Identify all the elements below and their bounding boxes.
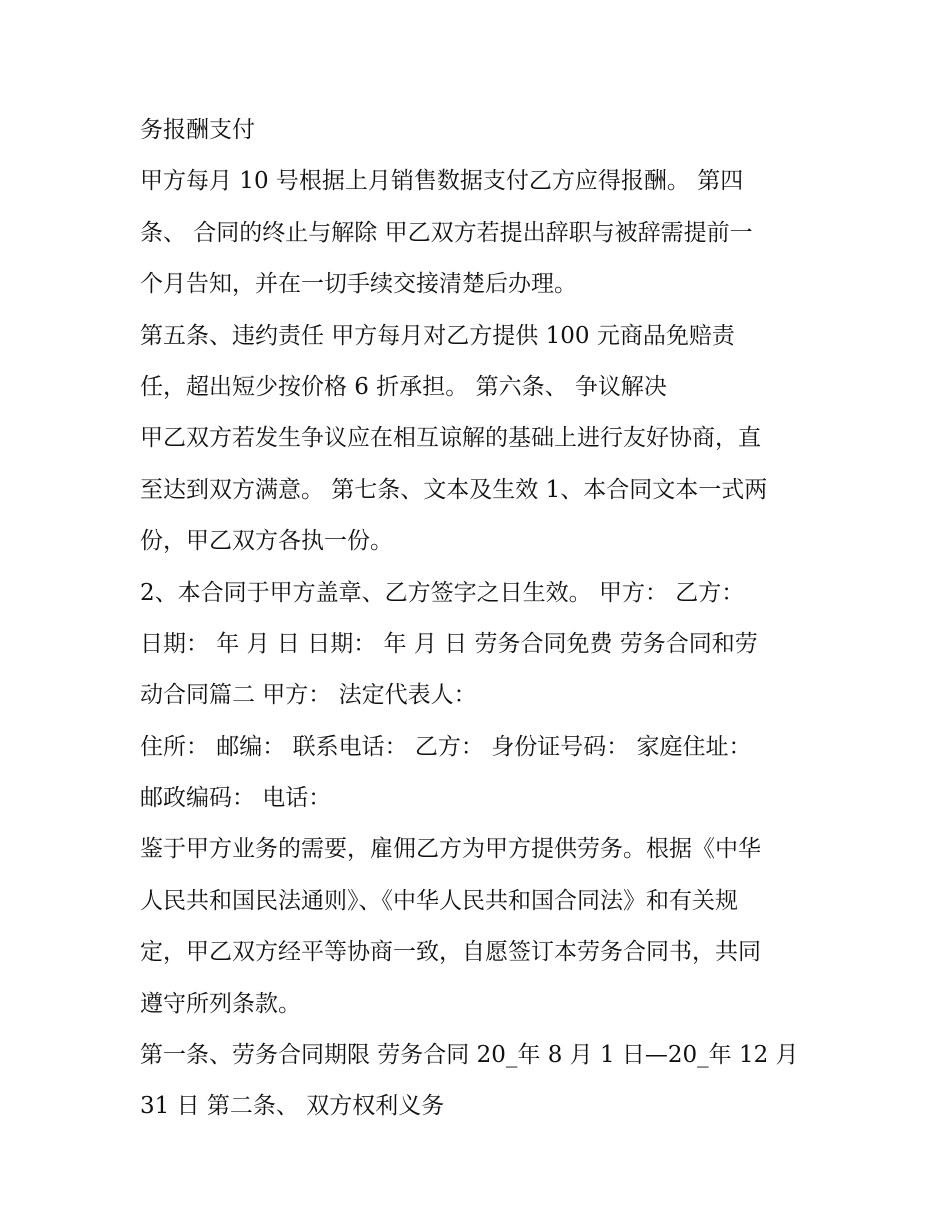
text-line: 至达到双方满意。 第七条、文本及生效 1、本合同文本一式两 <box>140 476 768 503</box>
text-line: 务报酬支付 <box>140 117 255 143</box>
text-line: 份，甲乙双方各执一份。 <box>140 528 393 555</box>
text-line: 遵守所列条款。 <box>140 990 301 1017</box>
text-line: 个月告知，并在一切手续交接清楚后办理。 <box>140 271 577 298</box>
text-line: 第五条、违约责任 甲方每月对乙方提供 100 元商品免赔责 <box>140 322 735 349</box>
text-line: 任，超出短少按价格 6 折承担。 第六条、 争议解决 <box>140 373 667 400</box>
text-line: 定，甲乙双方经平等协商一致，自愿签订本劳务合同书，共同 <box>140 939 761 966</box>
text-line: 甲方每月 10 号根据上月销售数据支付乙方应得报酬。 第四 <box>140 168 744 195</box>
text-line: 动合同篇二 甲方： 法定代表人： <box>140 682 477 709</box>
text-line: 第一条、劳务合同期限 劳务合同 20_年 8 月 1 日—20_年 12 月 <box>140 1042 799 1069</box>
text-line: 人民共和国民法通则》、《中华人民共和国合同法》和有关规 <box>140 887 738 914</box>
document-body <box>140 107 820 1135</box>
text-line: 2、本合同于甲方盖章、乙方签字之日生效。 甲方： 乙方： <box>140 579 745 606</box>
text-line: 条、 合同的终止与解除 甲乙双方若提出辞职与被辞需提前一 <box>140 219 753 246</box>
text-line: 31 日 第二条、 双方权利义务 <box>140 1093 445 1120</box>
text-line: 邮政编码： 电话： <box>140 785 332 812</box>
text-line: 甲乙双方若发生争议应在相互谅解的基础上进行友好协商，直 <box>140 425 761 452</box>
text-line: 住所： 邮编： 联系电话： 乙方： 身份证号码： 家庭住址： <box>140 733 752 760</box>
text-line: 鉴于甲方业务的需要，雇佣乙方为甲方提供劳务。根据《中华 <box>140 836 761 863</box>
text-line: 日期： 年 月 日 日期： 年 月 日 劳务合同免费 劳务合同和劳 <box>140 630 758 657</box>
